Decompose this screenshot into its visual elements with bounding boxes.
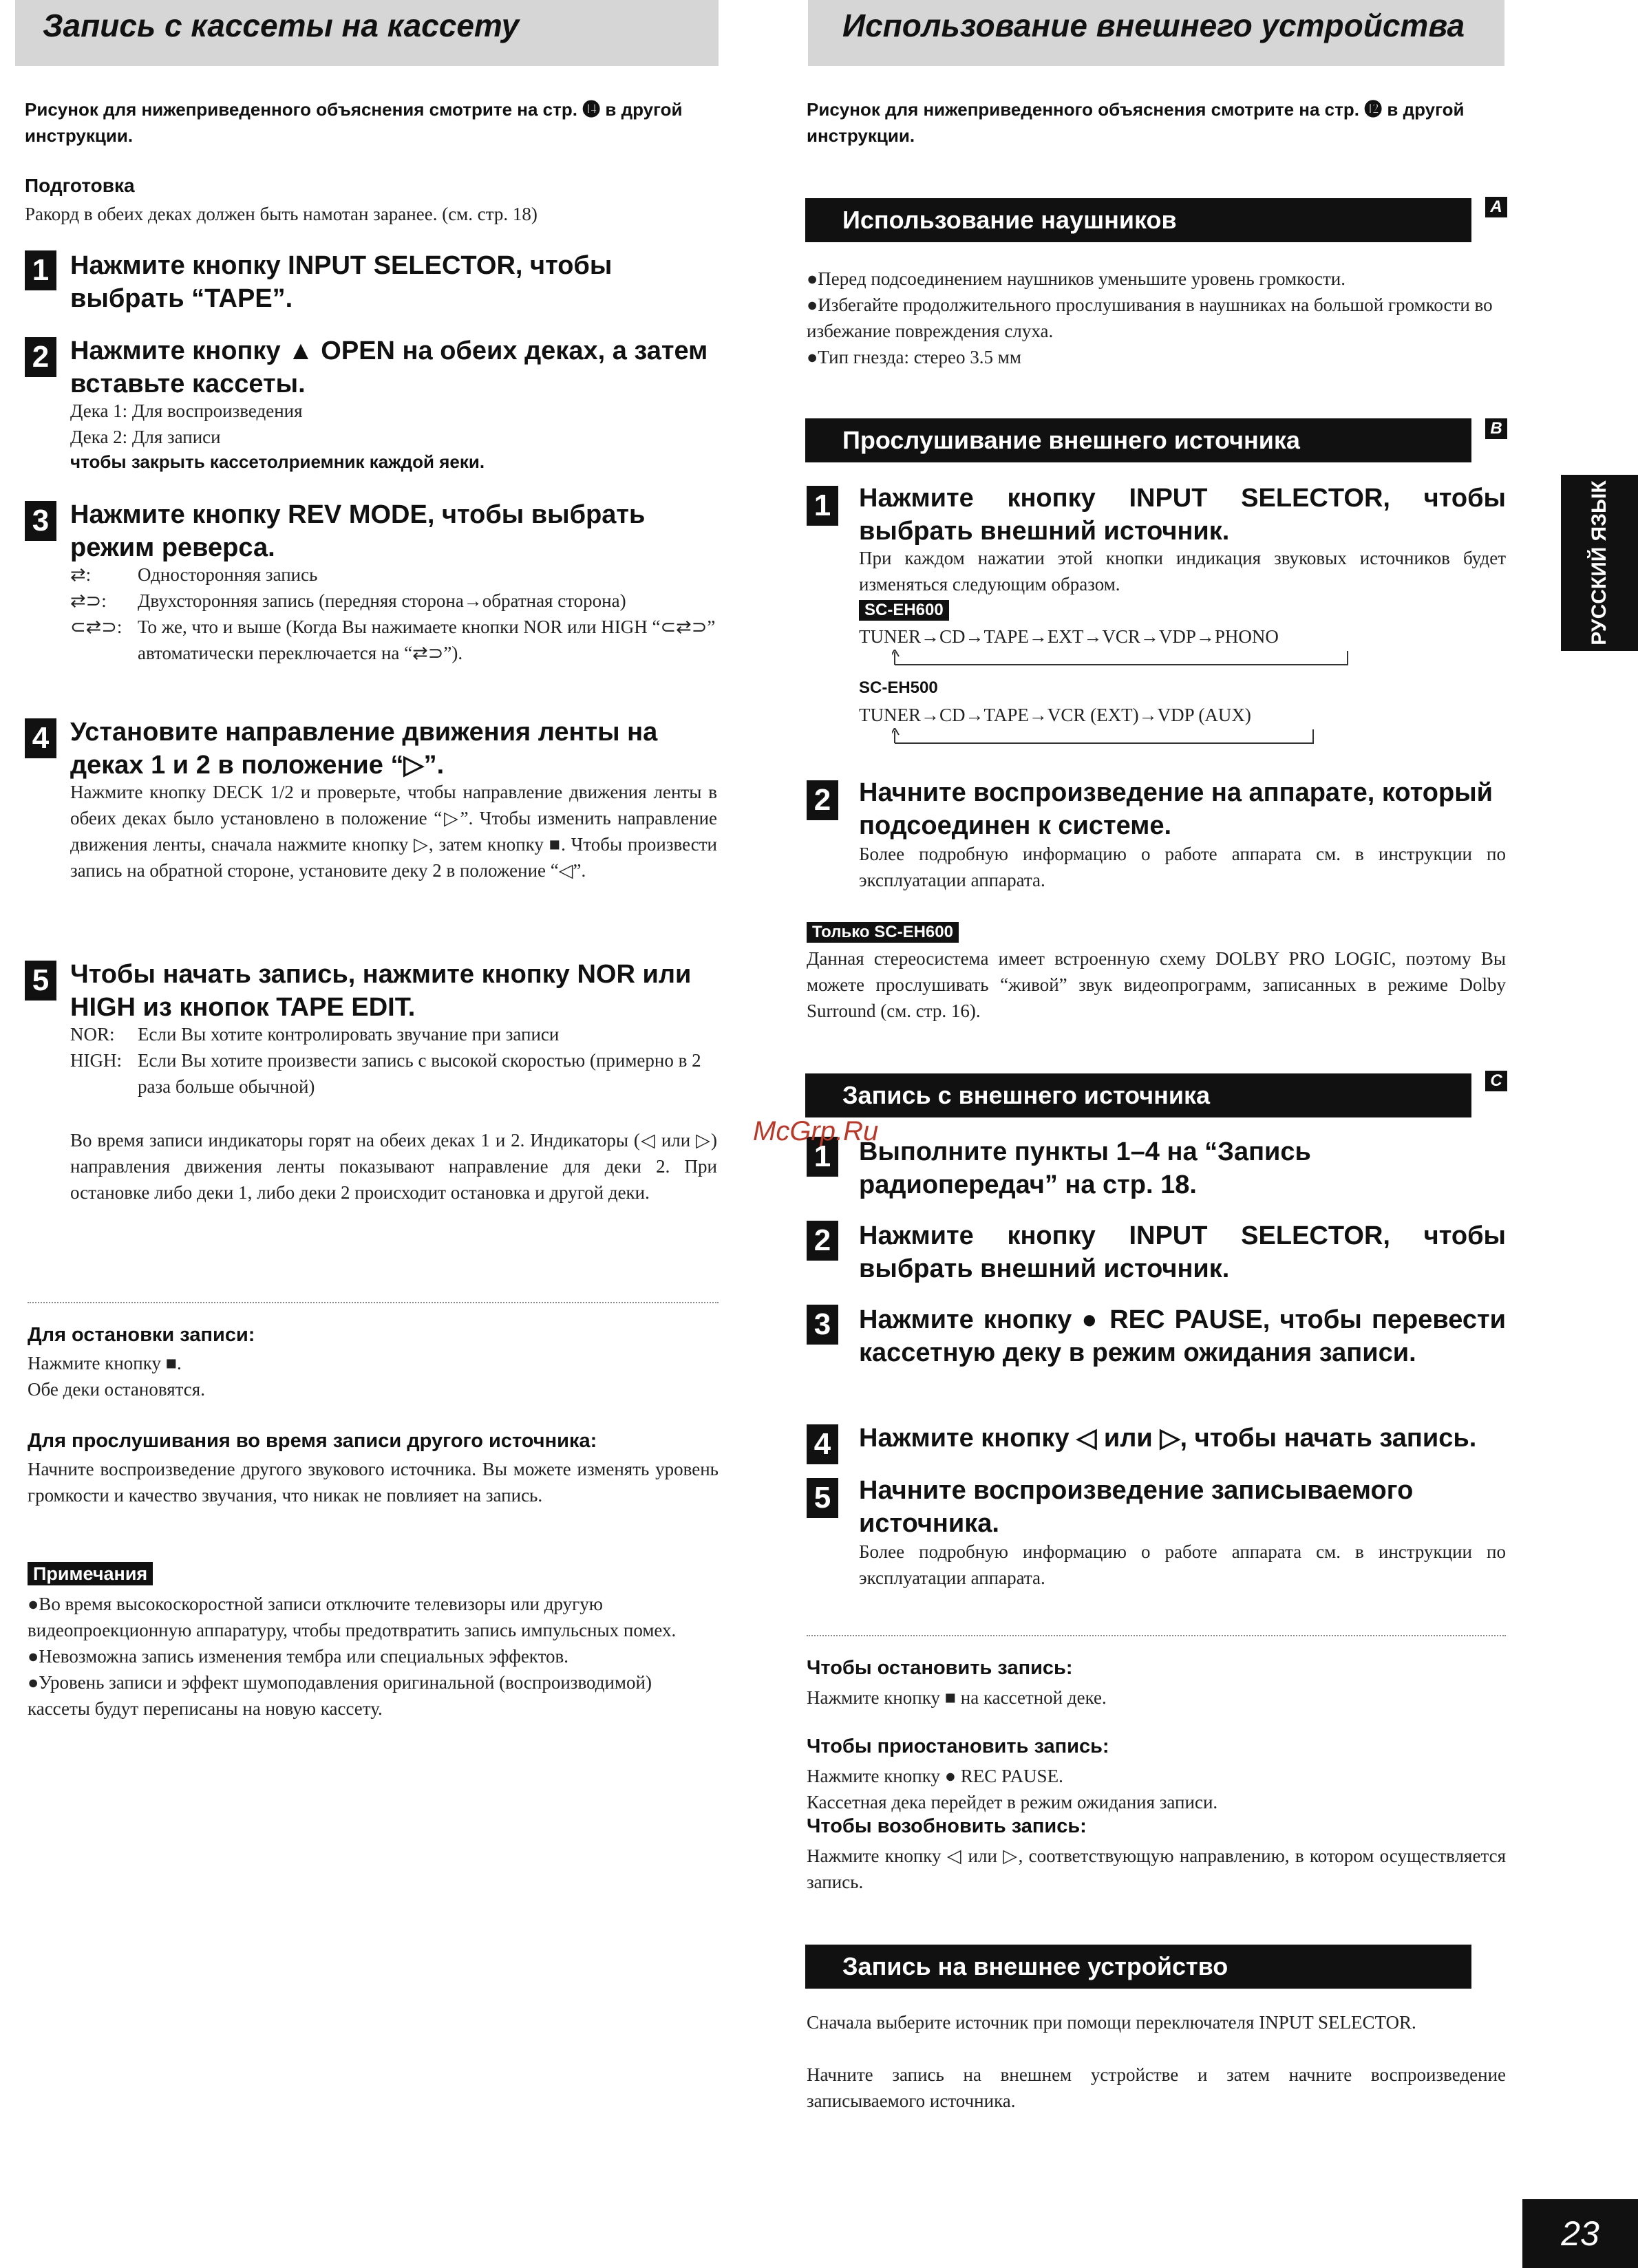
rec-step-1-title: Выполните пункты 1–4 на “Запись радиопередач” на стр. 18.	[859, 1137, 1311, 1199]
source-sequence-eh500: TUNER→CD→TAPE→VCR (EXT)→VDP (AUX)	[859, 705, 1251, 725]
step-number-1: 1	[25, 250, 56, 290]
headphones-notes	[807, 266, 1509, 370]
stop-text: Нажмите кнопку ■ на кассетной деке.	[807, 1687, 1107, 1708]
note-item: ●Во время высокоскоростной записи отключите телевизоры или другую видеопроекционную аппаратуру, чтобы предотвратить запись импульсных помех.	[28, 1594, 677, 1640]
section-a-header	[805, 198, 1471, 242]
deck-2-line: Дека 2: Для записи	[70, 427, 221, 447]
ext-step-1-text: При каждом нажатии этой кнопки индикация звуковых источников будет изменяться следующим образом.	[859, 548, 1506, 595]
source-sequence-eh600: TUNER→CD→TAPE→EXT→VCR→VDP→PHONO	[859, 626, 1279, 647]
stop-recording-heading: Для остановки записи:	[28, 1324, 255, 1346]
left-page-title: Запись с кассеты на кассету	[43, 8, 520, 43]
rev-mode-1-text: Односторонняя запись	[138, 564, 318, 585]
section-a-label: Использование наушников	[842, 206, 1177, 234]
rec-step-5-text: Более подробную информацию о работе аппарата см. в инструкции по эксплуатации аппарата.	[859, 1541, 1506, 1588]
step-number-4: 4	[25, 718, 56, 758]
step-number-4: 4	[807, 1424, 838, 1464]
step-number-2: 2	[807, 780, 838, 820]
stop-recording-line-2: Обе деки остановятся.	[28, 1379, 205, 1400]
headphones-note: ●Избегайте продолжительного прослушивания в наушниках на большой громкости во избежание повреждения слуха.	[807, 295, 1493, 341]
step-number-1: 1	[807, 1137, 838, 1177]
notes-badge-wrap	[28, 1562, 153, 1585]
section-a-letter: A	[1485, 197, 1507, 217]
rec-step-4-title: Нажмите кнопку ◁ или ▷, чтобы начать запись.	[859, 1424, 1477, 1453]
model-eh600-wrap	[859, 600, 949, 621]
option-high-text: Если Вы хотите произвести запись с высокой скоростью (примерно в 2 раза больше обычной)	[138, 1050, 701, 1097]
step-number-2: 2	[25, 337, 56, 377]
section-b-label: Прослушивание внешнего источника	[842, 426, 1300, 454]
left-title-bar	[15, 0, 719, 66]
close-holder-note: чтобы закрыть кассетолриемник каждой яеки.	[70, 451, 485, 472]
rec-step-2-title: Нажмите кнопку INPUT SELECTOR, чтобы выбрать внешний источник.	[859, 1221, 1506, 1283]
option-high	[70, 1047, 717, 1100]
right-title-bar	[808, 0, 1504, 66]
option-nor-text: Если Вы хотите контролировать звучание при записи	[138, 1024, 560, 1045]
only-eh600-badge: Только SC-EH600	[807, 922, 959, 943]
ext-step-1-title: Нажмите кнопку INPUT SELECTOR, чтобы выбрать внешний источник.	[859, 484, 1506, 546]
left-step-3-title: Нажмите кнопку REV MODE, чтобы выбрать режим реверса.	[70, 500, 646, 562]
rev-mode-2-text: Двухсторонняя запись (передняя сторона→обратная сторона)	[138, 590, 626, 611]
rev-mode-1-icon: ⇄:	[70, 564, 92, 585]
step-number-5: 5	[807, 1478, 838, 1518]
option-high-key: HIGH:	[70, 1050, 122, 1071]
option-nor	[70, 1021, 717, 1047]
rec-step-3-title: Нажмите кнопку ● REC PAUSE, чтобы перевести кассетную деку в режим ожидания записи.	[859, 1305, 1506, 1367]
recording-indicators-text: Во время записи индикаторы горят на обеих деках 1 и 2. Индикаторы (◁ или ▷) направления движения ленты показывают направление для деки 2. При остановке либо деки 1, либо деки 2 происходит остановка и другой деки.	[70, 1130, 717, 1203]
rev-mode-3	[70, 614, 717, 666]
section-b-letter: B	[1485, 418, 1507, 439]
notes-list	[28, 1591, 719, 1722]
stop-recording-line-1: Нажмите кнопку ■.	[28, 1353, 182, 1373]
left-step-4-text: Нажмите кнопку DECK 1/2 и проверьте, чтобы направление движения ленты в обеих деках было установлено в положение “▷”. Чтобы изменить направление движения ленты, сначала нажмите кнопку ▷, затем кнопку ■. Чтобы произвести запись на обратной стороне, установите деку 2 в положение “◁”.	[70, 782, 717, 881]
divider	[807, 1635, 1506, 1636]
rev-mode-2-icon: ⇄⊃:	[70, 590, 107, 611]
rev-mode-3-icon: ⊂⇄⊃:	[70, 617, 123, 637]
step-number-5: 5	[25, 961, 56, 1001]
model-eh600-badge: SC-EH600	[859, 600, 949, 621]
step-number-2: 2	[807, 1221, 838, 1261]
left-step-2-title: Нажмите кнопку ▲ OPEN на обеих деках, а затем вставьте кассеты.	[70, 336, 708, 398]
listen-text: Начните воспроизведение другого звукового источника. Вы можете изменять уровень громкости и качество звучания, что никак не повлияет на запись.	[28, 1459, 719, 1506]
divider	[28, 1302, 719, 1303]
pause-line-2: Кассетная дека перейдет в режим ожидания записи.	[807, 1792, 1218, 1812]
headphones-note: ●Тип гнезда: стерео 3.5 мм	[807, 347, 1021, 367]
rev-mode-2	[70, 588, 717, 614]
note-item: ●Невозможна запись изменения тембра или специальных эффектов.	[28, 1646, 569, 1667]
loop-arrow-icon	[892, 728, 1319, 746]
notes-badge: Примечания	[28, 1562, 153, 1585]
headphones-note: ●Перед подсоединением наушников уменьшите уровень громкости.	[807, 268, 1346, 289]
language-tab	[1561, 475, 1638, 651]
rec-step-5-title: Начните воспроизведение записываемого источника.	[859, 1476, 1414, 1538]
prep-text: Ракорд в обеих деках должен быть намотан заранее. (см. стр. 18)	[25, 204, 538, 224]
prep-heading: Подготовка	[25, 175, 135, 196]
dolby-text: Данная стереосистема имеет встроенную схему DOLBY PRO LOGIC, поэтому Вы можете прослушивать “живой” звук видеопрограмм, записанных в режиме Dolby Surround (см. стр. 16).	[807, 948, 1506, 1021]
section-b-header	[805, 418, 1471, 462]
resume-text: Нажмите кнопку ◁ или ▷, соответствующую направлению, в котором осуществляется запись.	[807, 1846, 1506, 1892]
only-eh600-wrap	[807, 922, 959, 943]
deck-1-line: Дека 1: Для воспроизведения	[70, 400, 303, 421]
note-item: ●Уровень записи и эффект шумоподавления оригинальной (воспроизводимой) кассеты будут переписаны на новую кассету.	[28, 1672, 652, 1719]
pause-line-1: Нажмите кнопку ● REC PAUSE.	[807, 1766, 1063, 1786]
tape-edit-options	[70, 1021, 717, 1100]
stop-heading: Чтобы остановить запись:	[807, 1657, 1073, 1679]
pause-heading: Чтобы приостановить запись:	[807, 1735, 1109, 1757]
option-nor-key: NOR:	[70, 1024, 115, 1045]
listen-heading: Для прослушивания во время записи другого источника:	[28, 1430, 597, 1452]
step-number-3: 3	[807, 1305, 838, 1345]
left-ref-note: Рисунок для нижеприведенного объяснения смотрите на стр. ⓮ в другой инструкции.	[25, 99, 683, 146]
page-number: 23	[1522, 2199, 1638, 2268]
language-tab-label: РУССКИЙ ЯЗЫК	[1588, 480, 1610, 645]
rev-mode-list	[70, 561, 717, 666]
watermark: McGrp.Ru	[753, 1116, 879, 1146]
external-record-text-1: Сначала выберите источник при помощи переключателя INPUT SELECTOR.	[807, 2012, 1416, 2033]
step-number-3: 3	[25, 501, 56, 541]
resume-heading: Чтобы возобновить запись:	[807, 1815, 1087, 1837]
right-ref-note: Рисунок для нижеприведенного объяснения смотрите на стр. ⓬ в другой инструкции.	[807, 99, 1465, 146]
loop-arrow-icon	[892, 650, 1353, 667]
external-record-text-2: Начните запись на внешнем устройстве и затем начните воспроизведение записываемого источника.	[807, 2064, 1506, 2111]
section-c-header	[805, 1073, 1471, 1117]
ext-step-2-title: Начните воспроизведение на аппарате, который подсоединен к системе.	[859, 778, 1493, 840]
rev-mode-1	[70, 561, 717, 588]
rev-mode-3-text: То же, что и выше (Когда Вы нажимаете кнопки NOR или HIGH “⊂⇄⊃” автоматически переключается на “⇄⊃”).	[138, 617, 716, 663]
section-d-label: Запись на внешнее устройство	[842, 1952, 1228, 1980]
left-step-5-title: Чтобы начать запись, нажмите кнопку NOR или HIGH из кнопок TAPE EDIT.	[70, 960, 692, 1022]
left-step-4-title: Установите направление движения ленты на деках 1 и 2 в положение “▷”.	[70, 718, 658, 780]
left-step-1-title: Нажмите кнопку INPUT SELECTOR, чтобы выбрать “TAPE”.	[70, 251, 613, 313]
section-d-header	[805, 1945, 1471, 1989]
ext-step-2-text: Более подробную информацию о работе аппарата см. в инструкции по эксплуатации аппарата.	[859, 844, 1506, 890]
section-c-label: Запись с внешнего источника	[842, 1081, 1211, 1109]
step-number-1: 1	[807, 486, 838, 526]
right-page-title: Использование внешнего устройства	[842, 8, 1465, 43]
model-eh500-label: SC-EH500	[859, 678, 938, 697]
section-c-letter: C	[1485, 1071, 1507, 1091]
